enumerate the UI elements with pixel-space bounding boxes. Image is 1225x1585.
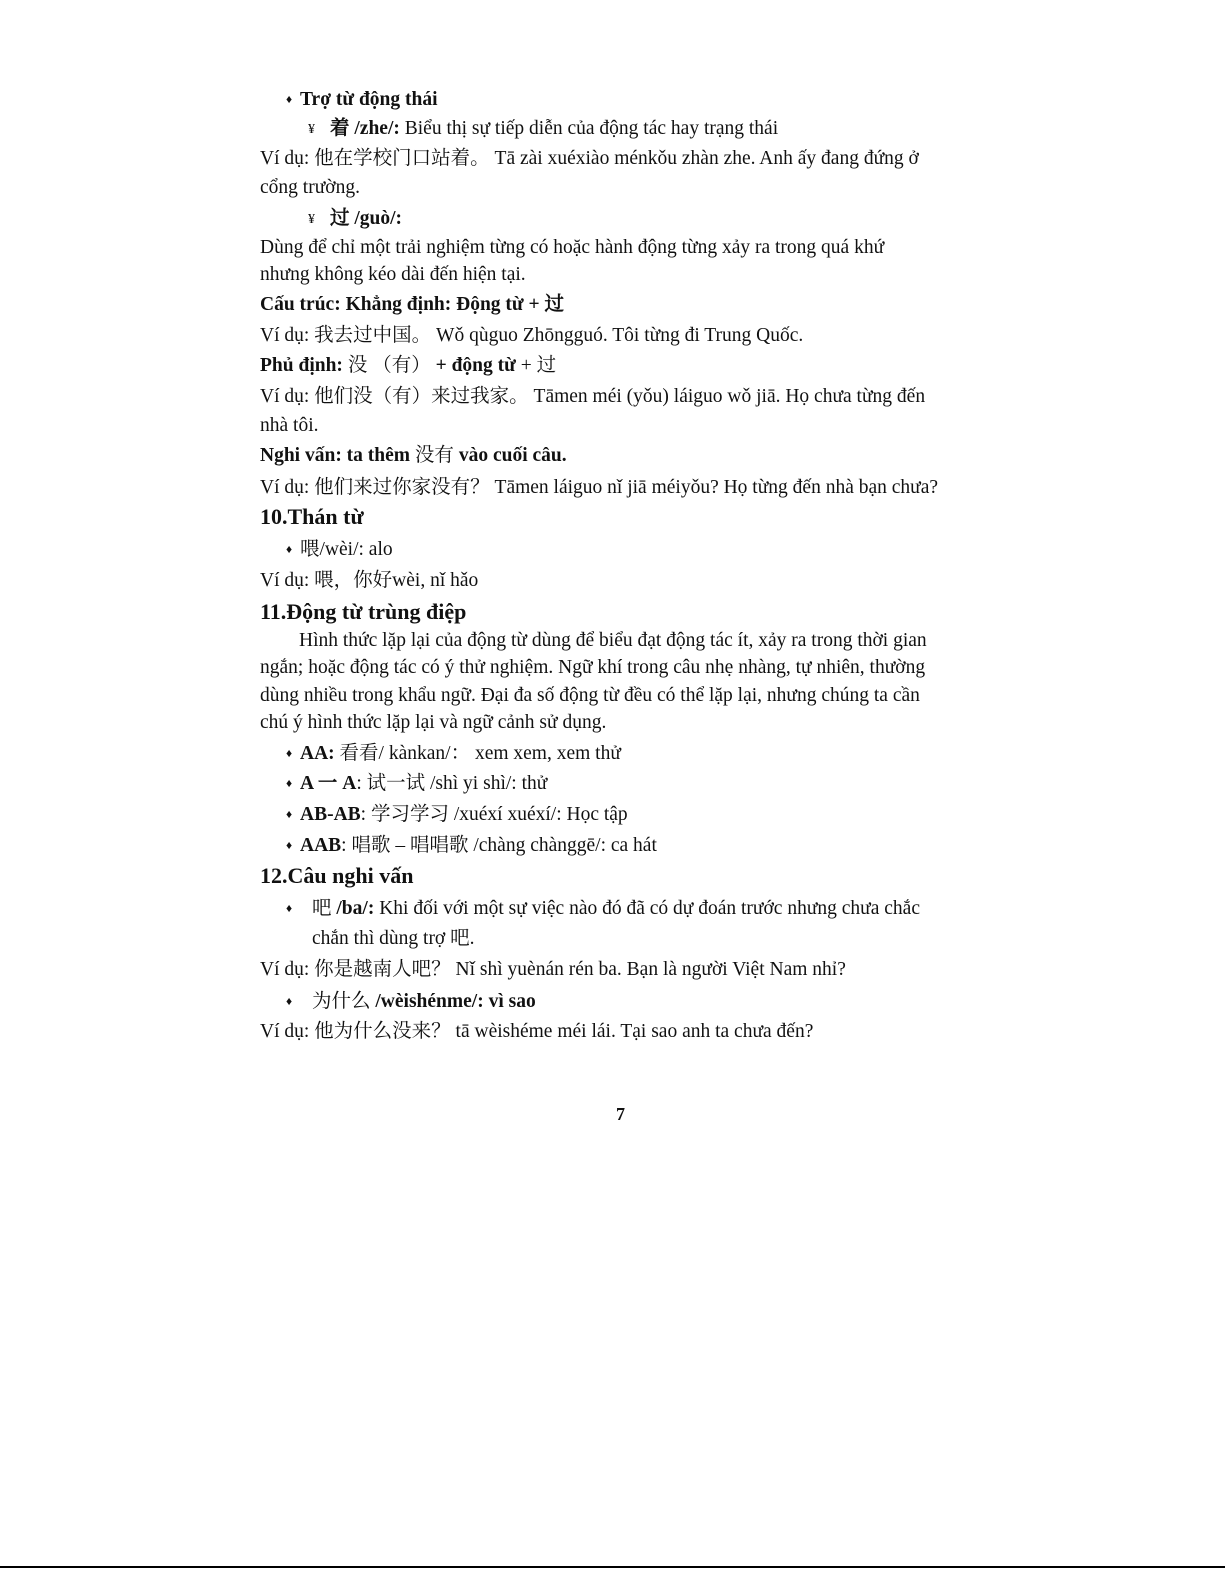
example-zhe-cont: cổng trường. [260, 177, 360, 198]
example-negative: Ví dụ: 他们没（有）来过我家。 Tāmen méi (yǒu) láiguo wǒ jiā. Họ chưa từng đến [260, 386, 926, 407]
structure-negative: Phủ định: 没 （有） + động từ + 过 [260, 355, 557, 376]
line-wei: ♦ 喂/wèi/: alo [286, 536, 393, 563]
guo-desc: Dùng để chỉ một trải nghiệm từng có hoặc hành động từng xảy ra trong quá khứ [260, 237, 885, 258]
diamond-bullet-icon: ♦ [286, 838, 293, 852]
example-question: Ví dụ: 他们来过你家没有？ Tāmen láiguo nǐ jiā méiyǒu? Họ từng đến nhà bạn chưa? [260, 477, 939, 498]
bottom-divider [0, 1566, 1225, 1568]
example-wei: Ví dụ: 喂，你好wèi, nǐ hǎo [260, 570, 479, 591]
yen-bullet-icon: ¥ [308, 122, 315, 137]
diamond-bullet-icon: ♦ [286, 542, 293, 556]
diamond-bullet-icon: ♦ [286, 807, 293, 821]
line-tro-tu: ♦ Trợ từ động thái [286, 86, 438, 113]
diamond-bullet-icon: ♦ [286, 776, 293, 790]
structure-affirmative: Cấu trúc: Khẳng định: Động từ + 过 [260, 294, 564, 315]
page-number: 7 [616, 1104, 625, 1124]
example-ba: Ví dụ: 你是越南人吧？ Nǐ shì yuènán rén ba. Bạn là người Việt Nam nhỉ? [260, 959, 846, 980]
line-ba: ♦ 吧 /ba/: Khi đối với một sự việc nào đó đã có dự đoán trước nhưng chưa chắc [286, 895, 920, 922]
diamond-bullet-icon: ♦ [286, 901, 293, 915]
structure-question: Nghi vấn: ta thêm 没有 vào cuối câu. [260, 445, 567, 466]
heading-10: 10.Thán từ [260, 504, 364, 529]
heading-12: 12.Câu nghi vấn [260, 863, 414, 888]
heading-11: 11.Động từ trùng điệp [260, 599, 467, 624]
pattern-aa: ♦ AA: 看看/ kànkan/： xem xem, xem thử [286, 740, 621, 767]
para-11-line3: dùng nhiều trong khẩu ngữ. Đại đa số động từ đều có thể lặp lại, nhưng chúng ta cần [260, 685, 920, 706]
pattern-a-yi-a: ♦ A 一 A: 试一试 /shì yi shì/: thử [286, 770, 547, 797]
diamond-bullet-icon: ♦ [286, 994, 293, 1008]
pattern-ab-ab: ♦ AB-AB: 学习学习 /xuéxí xuéxí/: Học tập [286, 801, 628, 828]
guo-desc-cont: nhưng không kéo dài đến hiện tại. [260, 264, 526, 285]
para-11-line4: chú ý hình thức lặp lại và ngữ cảnh sử dụng. [260, 712, 607, 733]
example-zhe: Ví dụ: 他在学校门口站着。 Tā zài xuéxiào ménkǒu zhàn zhe. Anh ấy đang đứng ở [260, 148, 919, 169]
diamond-bullet-icon: ♦ [286, 746, 293, 760]
yen-bullet-icon: ¥ [308, 212, 315, 227]
pattern-aab: ♦ AAB: 唱歌 – 唱唱歌 /chàng chànggē/: ca hát [286, 832, 657, 859]
example-weishenme: Ví dụ: 他为什么没来？ tā wèishéme méi lái. Tại sao anh ta chưa đến? [260, 1021, 814, 1042]
line-zhe: ¥ 着 /zhe/: Biểu thị sự tiếp diễn của động tác hay trạng thái [308, 116, 778, 143]
para-11-line1: Hình thức lặp lại của động từ dùng để biểu đạt động tác ít, xảy ra trong thời gian [299, 630, 927, 651]
line-weishenme: ♦ 为什么 /wèishénme/: vì sao [286, 988, 536, 1015]
example-guo: Ví dụ: 我去过中国。 Wǒ qùguo Zhōngguó. Tôi từng đi Trung Quốc. [260, 325, 804, 346]
example-negative-cont: nhà tôi. [260, 415, 319, 436]
line-guo: ¥ 过 /guò/: [308, 206, 402, 233]
para-11-line2: ngắn; hoặc động tác có ý thử nghiệm. Ngữ khí trong câu nhẹ nhàng, tự nhiên, thường [260, 657, 926, 678]
diamond-bullet-icon: ♦ [286, 92, 293, 106]
line-ba-cont: chắn thì dùng trợ 吧. [312, 928, 475, 949]
